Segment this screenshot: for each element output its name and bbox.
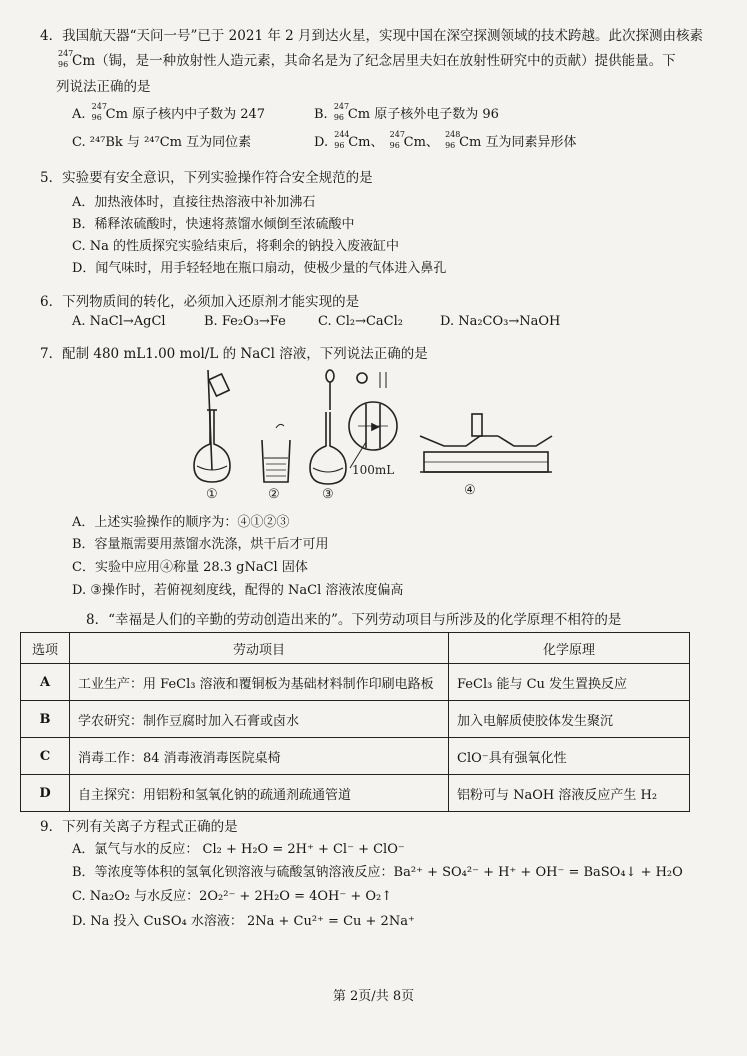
row-principle: 铝粉可与 NaOH 溶液反应产生 H₂ [449,775,690,812]
table-row [21,775,690,812]
row-letter: D [21,775,70,812]
q4-line3: 列说法正确的是 [56,79,151,95]
header-option: 选项 [21,633,70,664]
row-principle: 加入电解质使胶体发生聚沉 [449,701,690,738]
label-step-4: ④ [464,483,476,498]
row-principle: FeCl₃ 能与 Cu 发生置换反应 [449,664,690,701]
q8-table [20,632,690,812]
q9-stem: 9．下列有关离子方程式正确的是 [40,819,238,835]
q4-line2: 247 96 Cm（锔，是一种放射性人造元素，其命名是为了纪念居里夫妇在放射性研究中的贡献）提供能量。下 [58,49,676,69]
q5-option-b: B．稀释浓硫酸时，快速将蒸馏水倾倒至浓硫酸中 [72,217,355,232]
q6-option-a: A. NaCl→AgCl [72,314,166,329]
cm-nuclide: 247 96 [58,49,74,69]
q7-stem: 7．配制 480 mL1.00 mol/L 的 NaCl 溶液，下列说法正确的是 [40,346,428,362]
table-row [21,738,690,775]
q4-option-b: B. 247 96 Cm 原子核外电子数为 96 [314,102,499,122]
flask-volume-label: 100mL [352,463,395,477]
row-letter: B [21,701,70,738]
q6-option-d: D. Na₂CO₃→NaOH [440,314,561,329]
page-footer: 第 2页/共 8页 [332,989,415,1004]
pouring-flask-icon [194,370,230,482]
q4-option-d: D. 244 96 Cm、 247 96 Cm、 248 96 Cm 互为同素异形体 [314,130,577,150]
label-step-3: ③ [322,487,334,502]
row-principle: ClO⁻具有强氧化性 [449,738,690,775]
q7-option-d: D. ③操作时，若俯视刻度线，配得的 NaCl 溶液浓度偏高 [72,583,404,598]
q9-option-b: B．等浓度等体积的氢氧化钡溶液与硫酸氢钠溶液反应：Ba²⁺ + SO₄²⁻ + H⁺ + OH⁻ = BaSO₄↓ + H₂O [72,865,683,880]
q5-option-a: A．加热液体时，直接往热溶液中补加沸石 [72,195,316,210]
row-letter: C [21,738,70,775]
q9-option-c: C. Na₂O₂ 与水反应：2O₂²⁻ + 2H₂O = 4OH⁻ + O₂↑ [72,889,393,904]
q4-option-a: A. 247 96 Cm 原子核内中子数为 247 [72,102,266,122]
table-row [21,701,690,738]
q7-option-b: B．容量瓶需要用蒸馏水洗涤，烘干后才可用 [72,537,329,552]
q4-option-c: C. ²⁴⁷Bk 与 ²⁴⁷Cm 互为同位素 [72,135,252,150]
q5-stem: 5．实验要有安全意识，下列实验操作符合安全规范的是 [40,170,373,186]
q5-option-d: D．闻气味时，用手轻轻地在瓶口扇动，使极少量的气体进入鼻孔 [72,261,447,276]
q9-option-d: D. Na 投入 CuSO₄ 水溶液： 2Na + Cu²⁺ = Cu + 2Na⁺ [72,914,415,929]
q6-option-c: C. Cl₂→CaCl₂ [318,314,403,329]
q7-apparatus-figure [180,362,560,502]
table-header-row [21,633,690,664]
label-step-1: ① [206,487,218,502]
q6-stem: 6．下列物质间的转化，必须加入还原剂才能实现的是 [40,294,360,310]
q6-option-b: B. Fe₂O₃→Fe [204,314,286,329]
q4-line1: 4．我国航天器“天问一号”已于 2021 年 2 月到达火星，实现中国在深空探测领域的技术跨越。此次探测由核素 [40,28,704,44]
q9-option-a: A．氯气与水的反应： Cl₂ + H₂O = 2H⁺ + Cl⁻ + ClO⁻ [72,842,405,857]
balance-icon [420,414,552,472]
q5-option-c: C. Na 的性质探究实验结束后，将剩余的钠投入废液缸中 [72,239,400,254]
q8-stem: 8．“幸福是人们的辛勤的劳动创造出来的”。下列劳动项目与所涉及的化学原理不相符的是 [86,612,622,628]
header-chem-principle: 化学原理 [449,633,690,664]
table-row [21,664,690,701]
beaker-icon [262,424,290,482]
header-labor-project: 劳动项目 [70,633,449,664]
row-project: 学农研究：制作豆腐时加入石膏或卤水 [70,701,449,738]
row-project: 自主探究：用铝粉和氢氧化钠的疏通剂疏通管道 [70,775,449,812]
row-project: 工业生产：用 FeCl₃ 溶液和覆铜板为基础材料制作印刷电路板 [70,664,449,701]
row-project: 消毒工作：84 消毒液消毒医院桌椅 [70,738,449,775]
q7-option-c: C．实验中应用④称量 28.3 gNaCl 固体 [72,560,308,575]
q7-option-a: A．上述实验操作的顺序为：④①②③ [72,515,290,530]
label-step-2: ② [268,487,280,502]
row-letter: A [21,664,70,701]
